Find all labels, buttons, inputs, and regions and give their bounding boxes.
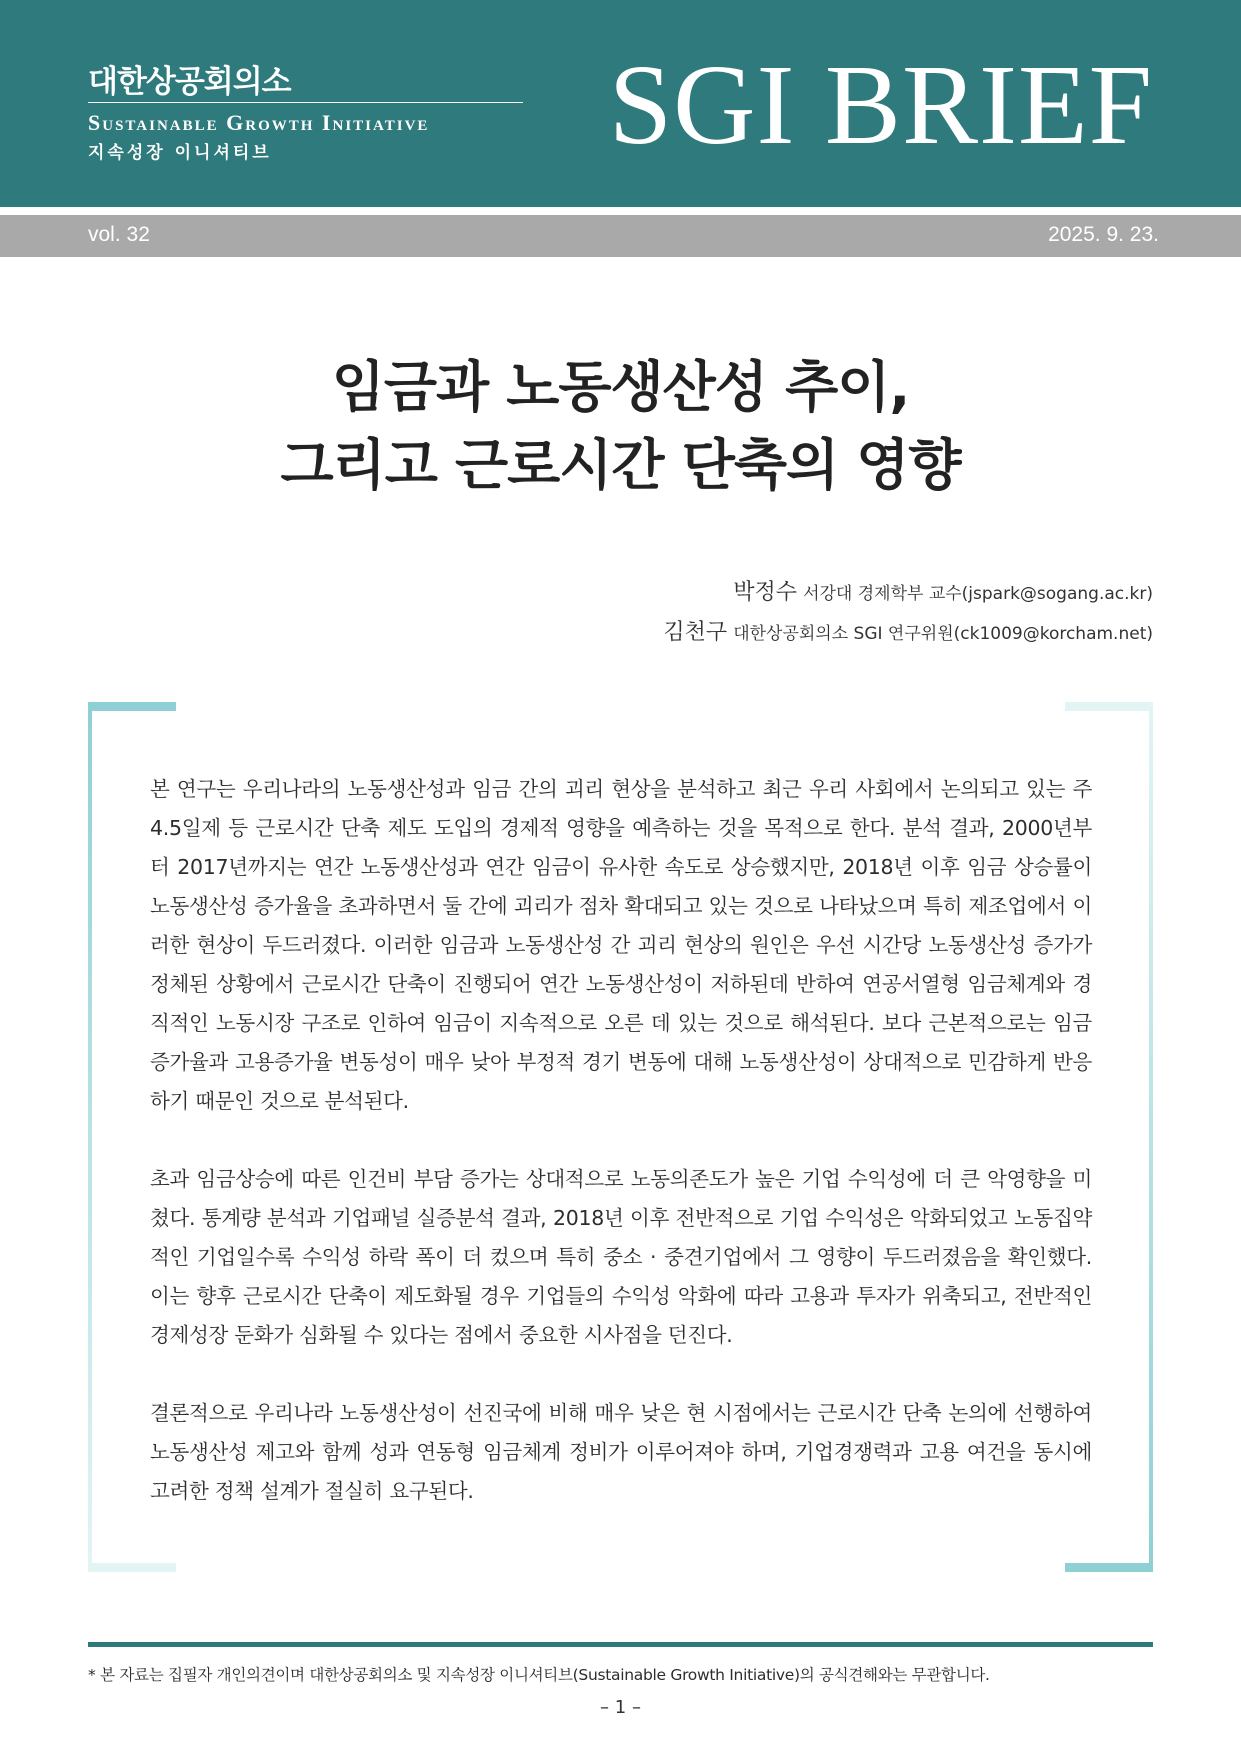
- volume-label: vol. 32: [88, 223, 150, 246]
- bracket-right-top: [1065, 702, 1153, 711]
- bracket-left: [88, 702, 92, 1572]
- footer-divider: [88, 1642, 1153, 1647]
- author-1: [733, 575, 1153, 606]
- author-2: [663, 615, 1153, 646]
- author-name: 김천구: [663, 620, 728, 645]
- header-banner: [0, 0, 1241, 207]
- org-name-kr: 지속성장 이니셔티브: [88, 143, 272, 163]
- bracket-left-top: [88, 702, 176, 711]
- summary-paragraph-3: 결론적으로 우리나라 노동생산성이 선진국에 비해 매우 낮은 현 시점에서는 근로시간 단축 논의에 선행하여 노동생산성 제고와 함께 성과 연동형 임금체계 정비가 이루어져야 하며, 기업경쟁력과 고용 여건을 동시에 고려한 정책 설계가 절실히 요구된다.: [150, 1401, 1092, 1503]
- page-number: – 1 –: [600, 1697, 641, 1718]
- title-line-2: 그리고 근로시간 단축의 영향: [280, 433, 961, 497]
- summary-box: [150, 770, 1092, 1550]
- author-affiliation: 대한상공회의소 SGI 연구위원(ck1009@korcham.net): [733, 624, 1153, 644]
- org-name-en: Sustainable Growth Initiative: [88, 110, 430, 135]
- brand-title: SGI BRIEF: [608, 41, 1153, 168]
- org-name: 대한상공회의소: [88, 64, 291, 100]
- org-divider: [88, 102, 523, 103]
- document-title: [0, 348, 1241, 504]
- title-line-1: 임금과 노동생산성 추이,: [331, 355, 910, 419]
- disclaimer-footnote: * 본 자료는 집필자 개인의견이며 대한상공회의소 및 지속성장 이니셔티브(Sustainable Growth Initiative)의 공식견해와는 무관합니다.: [88, 1666, 990, 1684]
- bracket-right-bottom: [1065, 1563, 1153, 1572]
- author-name: 박정수: [733, 580, 798, 605]
- bracket-right: [1149, 702, 1153, 1572]
- bracket-left-bottom: [88, 1563, 176, 1572]
- summary-paragraph-1: 본 연구는 우리나라의 노동생산성과 임금 간의 괴리 현상을 분석하고 최근 우리 사회에서 논의되고 있는 주 4.5일제 등 근로시간 단축 제도 도입의 경제적 영향을 예측하는 것을 목적으로 한다. 분석 결과, 2000년부터 2017년까지는 연간 노동생산성과 연간 임금이 유사한 속도로 상승했지만, 2018년 이후 임금 상승률이 노동생산성 증가율을 초과하면서 둘 간에 괴리가 점차 확대되고 있는 것으로 나타났으며 특히 제조업에서 이러한 현상이 두드러졌다. 이러한 임금과 노동생산성 간 괴리 현상의 원인은 우선 시간당 노동생산성 증가가 정체된 상황에서 근로시간 단축이 진행되어 연간 노동생산성이 저하된데 반하여 연공서열형 임금체계와 경직적인 노동시장 구조로 인하여 임금이 지속적으로 오른 데 있는 것으로 해석된다. 보다 근본적으로는 임금증가율과 고용증가율 변동성이 매우 낮아 부정적 경기 변동에 대해 노동생산성이 상대적으로 민감하게 반응하기 때문인 것으로 분석된다.: [150, 777, 1092, 1113]
- issue-bar: [0, 215, 1241, 257]
- author-affiliation: 서강대 경제학부 교수(jspark@sogang.ac.kr): [803, 584, 1153, 604]
- issue-date: 2025. 9. 23.: [1048, 223, 1159, 246]
- summary-paragraph-2: 초과 임금상승에 따른 인건비 부담 증가는 상대적으로 노동의존도가 높은 기업 수익성에 더 큰 악영향을 미쳤다. 통계량 분석과 기업패널 실증분석 결과, 2018년 이후 전반적으로 기업 수익성은 악화되었고 노동집약적인 기업일수록 수익성 하락 폭이 더 컸으며 특히 중소 · 중견기업에서 그 영향이 두드러졌음을 확인했다. 이는 향후 근로시간 단축이 제도화될 경우 기업들의 수익성 악화에 따라 고용과 투자가 위축되고, 전반적인 경제성장 둔화가 심화될 수 있다는 점에서 중요한 시사점을 던진다.: [150, 1167, 1092, 1347]
